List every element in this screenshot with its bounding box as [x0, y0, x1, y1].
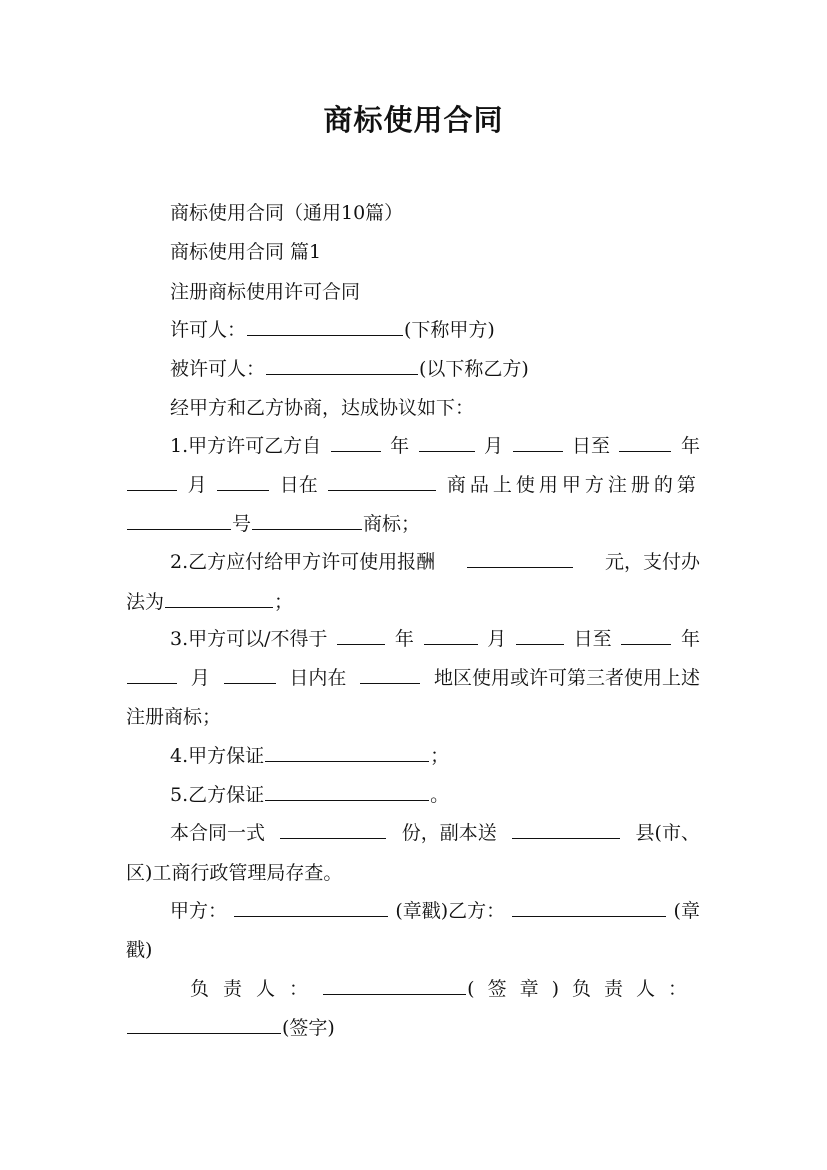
responsible-sign-text-c: (签字) — [282, 1017, 335, 1039]
party-sign-line2: 戳) — [126, 939, 153, 961]
clause1-blank-month — [419, 434, 475, 452]
copies-line1 — [170, 821, 700, 845]
copies-blank-count — [280, 821, 386, 839]
clause1-blank-reg-no — [127, 512, 231, 530]
clause2-line1 — [170, 550, 700, 574]
party-b-blank — [512, 899, 666, 917]
clause3-line1 — [170, 627, 700, 651]
clause3-text-a: 3.甲方可以/不得于 — [170, 628, 328, 650]
licensee-blank — [266, 357, 418, 375]
clause1-blank-mark — [252, 512, 362, 530]
clause3-line3: 注册商标； — [126, 706, 222, 728]
licensor-suffix: (下称甲方) — [404, 319, 495, 341]
responsible-sign-line1 — [190, 977, 700, 1001]
clause3-blank-month — [424, 627, 478, 645]
clause3-blank-year — [337, 627, 385, 645]
responsible-a-blank — [323, 977, 466, 995]
clause5-line — [170, 783, 449, 807]
party-a-blank — [234, 899, 388, 917]
heading-license-contract: 注册商标使用许可合同 — [170, 281, 361, 303]
clause1-blank-day2 — [217, 473, 269, 491]
agreement-intro: 经甲方和乙方协商，达成协议如下： — [170, 397, 475, 419]
clause3-text-f: 月 — [190, 667, 210, 689]
clause1-blank-goods — [328, 473, 436, 491]
licensor-blank — [247, 318, 403, 336]
licensor-label: 许可人： — [170, 319, 247, 341]
responsible-sign-text-a: 负责人： — [190, 978, 323, 1000]
clause1-text-g: 日在 — [279, 474, 318, 496]
clause1-text-i: 号 — [232, 513, 252, 535]
clause3-text-e: 年 — [680, 628, 700, 650]
clause3-blank-month2 — [127, 666, 177, 684]
clause3-text-h: 地区使用或许可第三者使用上述 — [433, 667, 700, 689]
clause3-text-b: 年 — [394, 628, 414, 650]
clause3-blank-region — [360, 666, 420, 684]
clause1-text-j: 商标； — [363, 513, 421, 535]
clause3-text-d: 日至 — [573, 628, 612, 650]
party-sign-text-c: (章 — [673, 900, 700, 922]
licensee-line — [170, 357, 529, 381]
clause1-line2 — [126, 473, 700, 497]
licensee-label: 被许可人： — [170, 358, 266, 380]
party-sign-line1 — [170, 899, 700, 923]
clause1-line3 — [126, 512, 420, 536]
clause2-text-d: ； — [274, 591, 294, 613]
clause5-text-b: 。 — [430, 784, 450, 806]
clause3-blank-day — [516, 627, 564, 645]
clause1-blank-year2 — [619, 434, 671, 452]
copies-text-a: 本合同一式 — [170, 822, 266, 844]
clause2-text-b: 元，支付办 — [604, 551, 700, 573]
clause2-blank-method — [165, 590, 273, 608]
clause4-text-b: ； — [430, 745, 450, 767]
clause1-text-b: 年 — [390, 435, 410, 457]
clause1-blank-year — [331, 434, 381, 452]
copies-text-c: 县(市、 — [635, 822, 700, 844]
party-sign-text-b: (章戳)乙方： — [395, 900, 506, 922]
clause2-blank-fee — [467, 550, 573, 568]
responsible-sign-line2 — [126, 1016, 335, 1040]
responsible-sign-text-b: (签章)负责人： — [467, 978, 700, 1000]
clause1-text-d: 日至 — [571, 435, 610, 457]
clause2-text-a: 2.乙方应付给甲方许可使用报酬 — [170, 551, 436, 573]
clause1-blank-day — [513, 434, 563, 452]
licensee-suffix: (以下称乙方) — [419, 358, 529, 380]
copies-blank-county — [512, 821, 620, 839]
clause4-line — [170, 744, 449, 768]
clause3-blank-year2 — [621, 627, 671, 645]
clause2-line2 — [126, 590, 293, 614]
clause1-text-c: 月 — [484, 435, 504, 457]
heading-general: 商标使用合同（通用10篇） — [170, 202, 404, 224]
document-title: 商标使用合同 — [323, 103, 504, 137]
clause1-line1 — [170, 434, 700, 458]
copies-text-b: 份，副本送 — [401, 822, 497, 844]
clause5-text-a: 5.乙方保证 — [170, 784, 265, 806]
clause3-text-c: 月 — [487, 628, 507, 650]
copies-line2: 区)工商行政管理局存查。 — [126, 862, 343, 884]
clause1-text-a: 1.甲方许可乙方自 — [170, 435, 322, 457]
clause3-text-g: 日内在 — [289, 667, 347, 689]
clause5-blank — [265, 783, 429, 801]
clause3-blank-day2 — [224, 666, 276, 684]
responsible-b-blank — [127, 1016, 281, 1034]
party-sign-text-a: 甲方： — [170, 900, 228, 922]
heading-article-1: 商标使用合同 篇1 — [170, 241, 322, 263]
clause4-blank — [265, 744, 429, 762]
licensor-line — [170, 318, 495, 342]
clause1-text-f: 月 — [187, 474, 207, 496]
clause3-line2 — [126, 666, 700, 690]
clause4-text-a: 4.甲方保证 — [170, 745, 265, 767]
clause1-blank-month2 — [127, 473, 177, 491]
clause1-text-e: 年 — [680, 435, 700, 457]
clause2-text-c: 法为 — [126, 591, 165, 613]
clause1-text-h: 商品上使用甲方注册的第 — [446, 474, 700, 496]
